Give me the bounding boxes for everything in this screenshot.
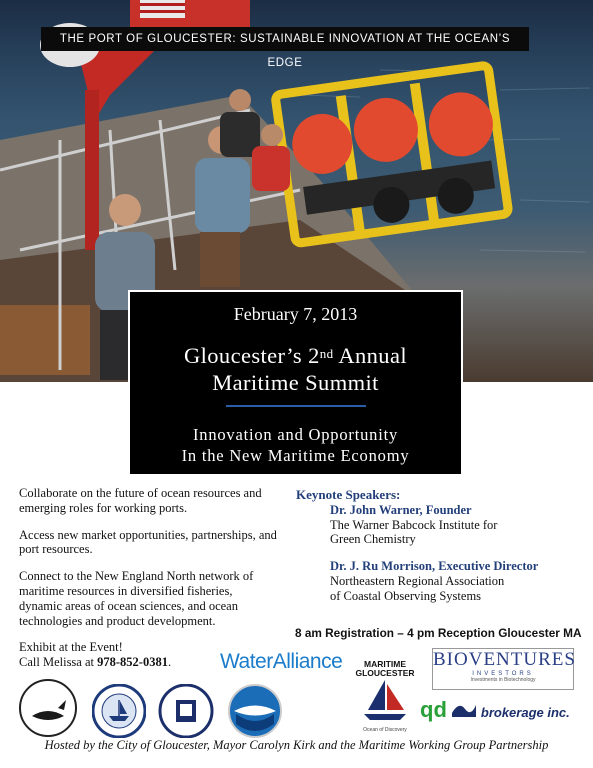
bioventures-subtext: INVESTORS bbox=[472, 671, 534, 677]
subtitle-line2: In the New Maritime Economy bbox=[181, 446, 410, 465]
bioventures-logo bbox=[432, 648, 574, 690]
maritime-gloucester-tagline: Ocean of Discovery bbox=[363, 727, 407, 733]
city-gloucester-seal bbox=[92, 684, 146, 738]
call-prefix: Call Melissa at bbox=[19, 655, 98, 670]
ocean-alliance-logo bbox=[18, 678, 78, 738]
footer-credit: Hosted by the City of Gloucester, Mayor Carolyn Kirk and the Maritime Working Group Partnership bbox=[44, 738, 549, 752]
bioventures-text: BIOVENTURES bbox=[433, 649, 576, 670]
keynote-heading: Keynote Speakers: bbox=[296, 487, 401, 502]
subtitle-line1: Innovation and Opportunity bbox=[192, 425, 399, 444]
speaker-org: Green Chemistry bbox=[330, 532, 416, 547]
speaker-name: Dr. J. Ru Morrison, Executive Director bbox=[330, 559, 539, 574]
speaker-org: of Coastal Observing Systems bbox=[330, 588, 482, 603]
event-title-line2: Maritime Summit bbox=[212, 370, 379, 395]
exhibit-text: Exhibit at the Event! bbox=[19, 640, 123, 655]
qd-brokerage-logo bbox=[420, 697, 570, 727]
keynote-column bbox=[296, 488, 586, 604]
phone-number[interactable]: 978-852-0381 bbox=[97, 655, 168, 670]
ordinal-suffix: nd bbox=[319, 346, 334, 361]
bioventures-tagline: Investments in Biotechnology bbox=[470, 677, 536, 683]
wave-icon bbox=[451, 699, 477, 719]
maritime-gloucester-text: MARITIME GLOUCESTER bbox=[355, 659, 415, 678]
noaa-logo bbox=[228, 684, 282, 738]
water-alliance-text: WaterAlliance bbox=[220, 650, 343, 673]
brokerage-text: brokerage inc. bbox=[480, 705, 570, 720]
speaker-org: Northeastern Regional Association bbox=[330, 573, 505, 588]
maritime-gloucester-logo bbox=[354, 660, 416, 736]
benefit-paragraph: Access new market opportunities, partnerships, and port resources. bbox=[19, 527, 277, 557]
sail-icon bbox=[360, 678, 410, 722]
event-title-box bbox=[128, 290, 463, 476]
water-alliance-logo bbox=[220, 650, 345, 680]
benefit-paragraph: Collaborate on the future of ocean resources and emerging roles for working ports. bbox=[19, 486, 262, 515]
speaker-org: The Warner Babcock Institute for bbox=[330, 517, 498, 532]
event-date: February 7, 2013 bbox=[233, 304, 358, 324]
qd-text: qd bbox=[420, 697, 447, 722]
event-title-part: Gloucester’s 2 bbox=[183, 343, 320, 368]
call-suffix: . bbox=[167, 655, 172, 670]
event-title bbox=[130, 342, 461, 396]
benefit-paragraph: Connect to the New England North network of maritime resources in diversified fisheries, dynamic areas of ocean sciences, and ocean technologies and product development. bbox=[19, 569, 254, 628]
event-title-part: Annual bbox=[333, 343, 407, 368]
header-banner: THE PORT OF GLOUCESTER: SUSTAINABLE INNOVATION AT THE OCEAN’S EDGE bbox=[41, 27, 529, 51]
event-subtitle bbox=[130, 424, 461, 466]
schedule-line: 8 am Registration – 4 pm Reception Gloucester MA bbox=[295, 626, 582, 640]
endicott-college-seal bbox=[158, 684, 214, 738]
speaker-name: Dr. John Warner, Founder bbox=[330, 502, 472, 517]
benefits-column bbox=[19, 486, 277, 670]
title-divider bbox=[226, 405, 366, 407]
